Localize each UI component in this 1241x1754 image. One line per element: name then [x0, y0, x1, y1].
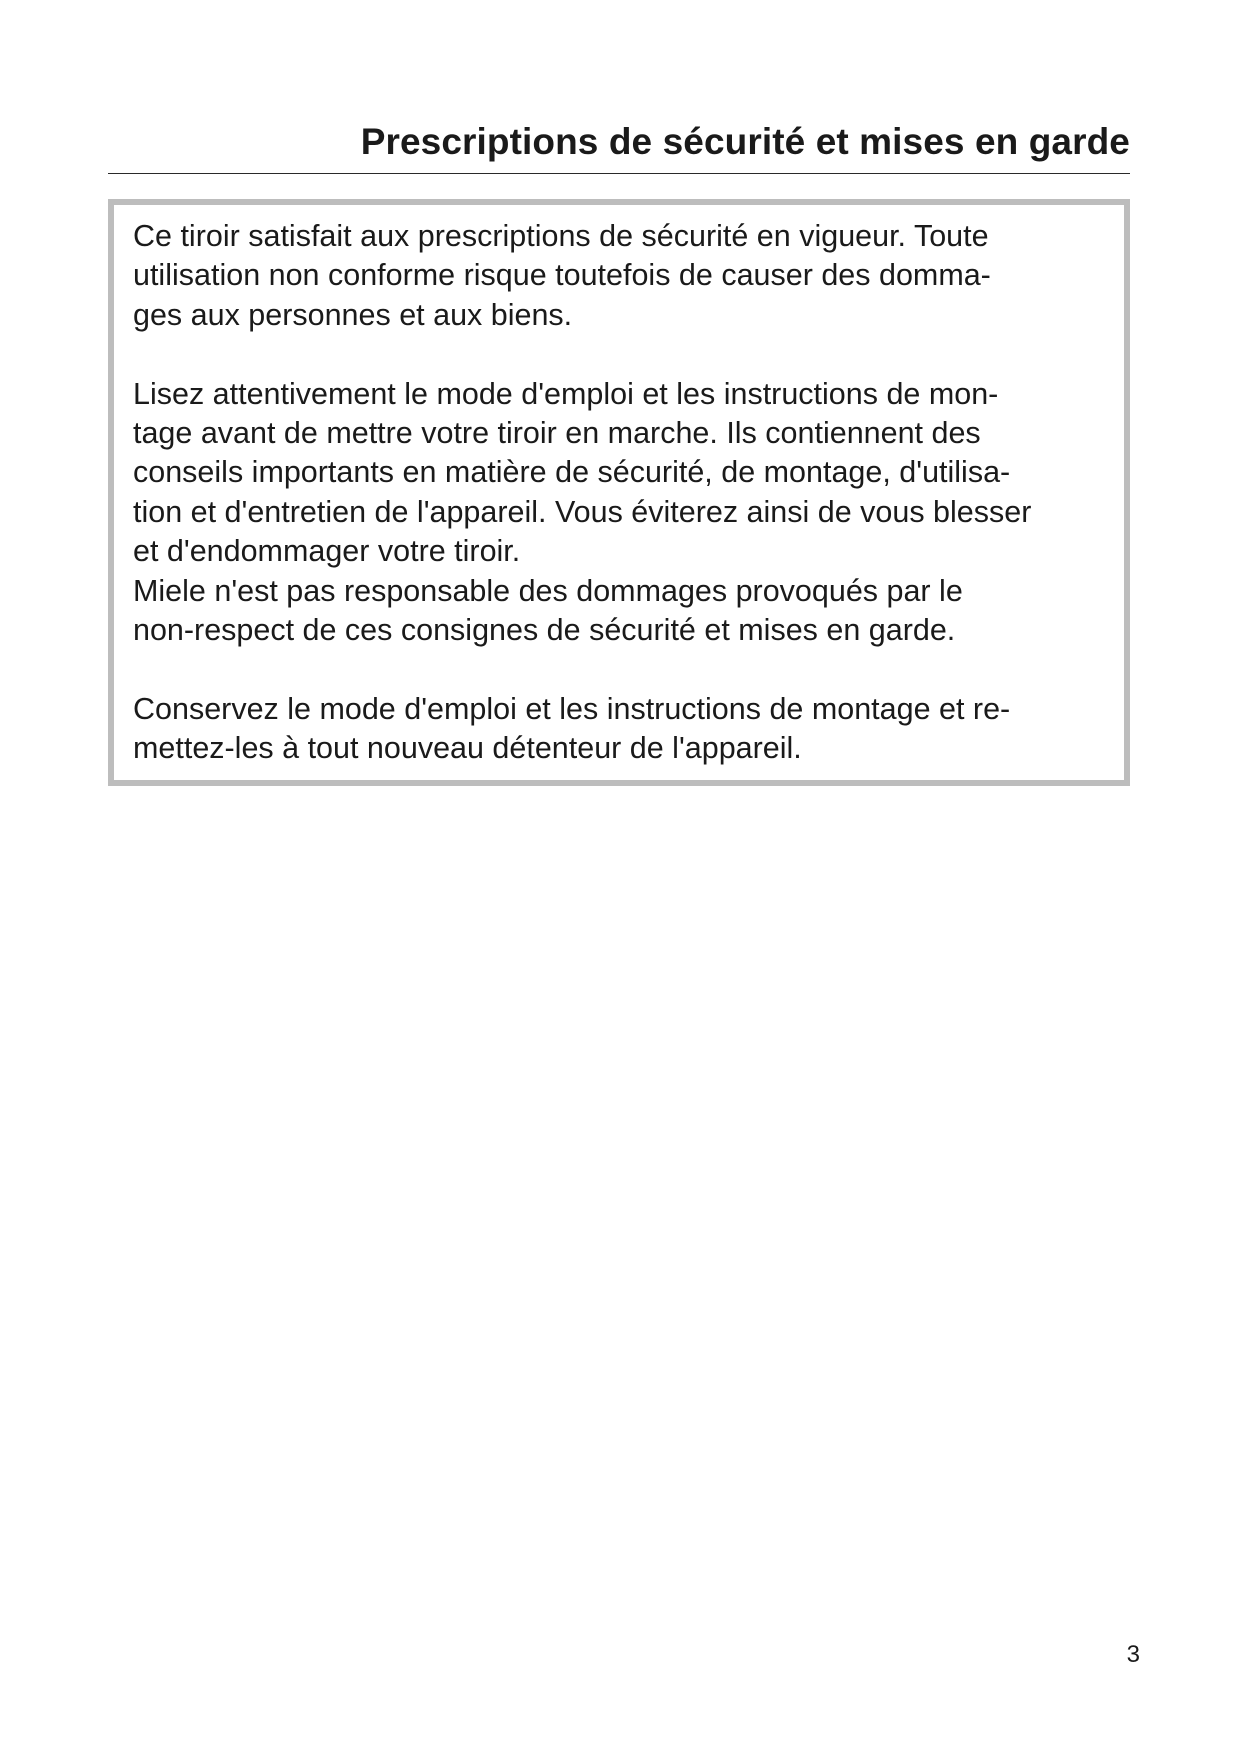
- title-divider: [108, 173, 1130, 174]
- notice-line: non-respect de ces consignes de sécurité et mises en garde.: [133, 612, 956, 647]
- notice-line: utilisation non conforme risque toutefois de causer des domma-: [133, 258, 991, 293]
- safety-notice-box: [108, 199, 1130, 786]
- paragraph-gap: [133, 650, 1138, 689]
- page-title: Prescriptions de sécurité et mises en garde: [360, 121, 1130, 162]
- notice-line: tion et d'entretien de l'appareil. Vous éviterez ainsi de vous blesser: [133, 494, 1032, 529]
- page-number: 3: [1126, 1641, 1140, 1668]
- notice-line: Lisez attentivement le mode d'emploi et les instructions de mon-: [133, 376, 999, 411]
- notice-line: conseils importants en matière de sécurité, de montage, d'utilisa-: [133, 455, 1011, 490]
- notice-line: mettez-les à tout nouveau détenteur de l'appareil.: [133, 731, 802, 766]
- notice-line: et d'endommager votre tiroir.: [133, 534, 521, 569]
- notice-line: ges aux personnes et aux biens.: [133, 297, 573, 332]
- paragraph-gap: [133, 335, 1138, 374]
- notice-line: Conservez le mode d'emploi et les instructions de montage et re-: [133, 691, 1011, 726]
- notice-line: Miele n'est pas responsable des dommages provoqués par le: [133, 573, 963, 608]
- safety-notice-text: [133, 217, 1138, 768]
- notice-line: tage avant de mettre votre tiroir en marche. Ils contiennent des: [133, 415, 981, 450]
- notice-line: Ce tiroir satisfait aux prescriptions de sécurité en vigueur. Toute: [133, 219, 989, 253]
